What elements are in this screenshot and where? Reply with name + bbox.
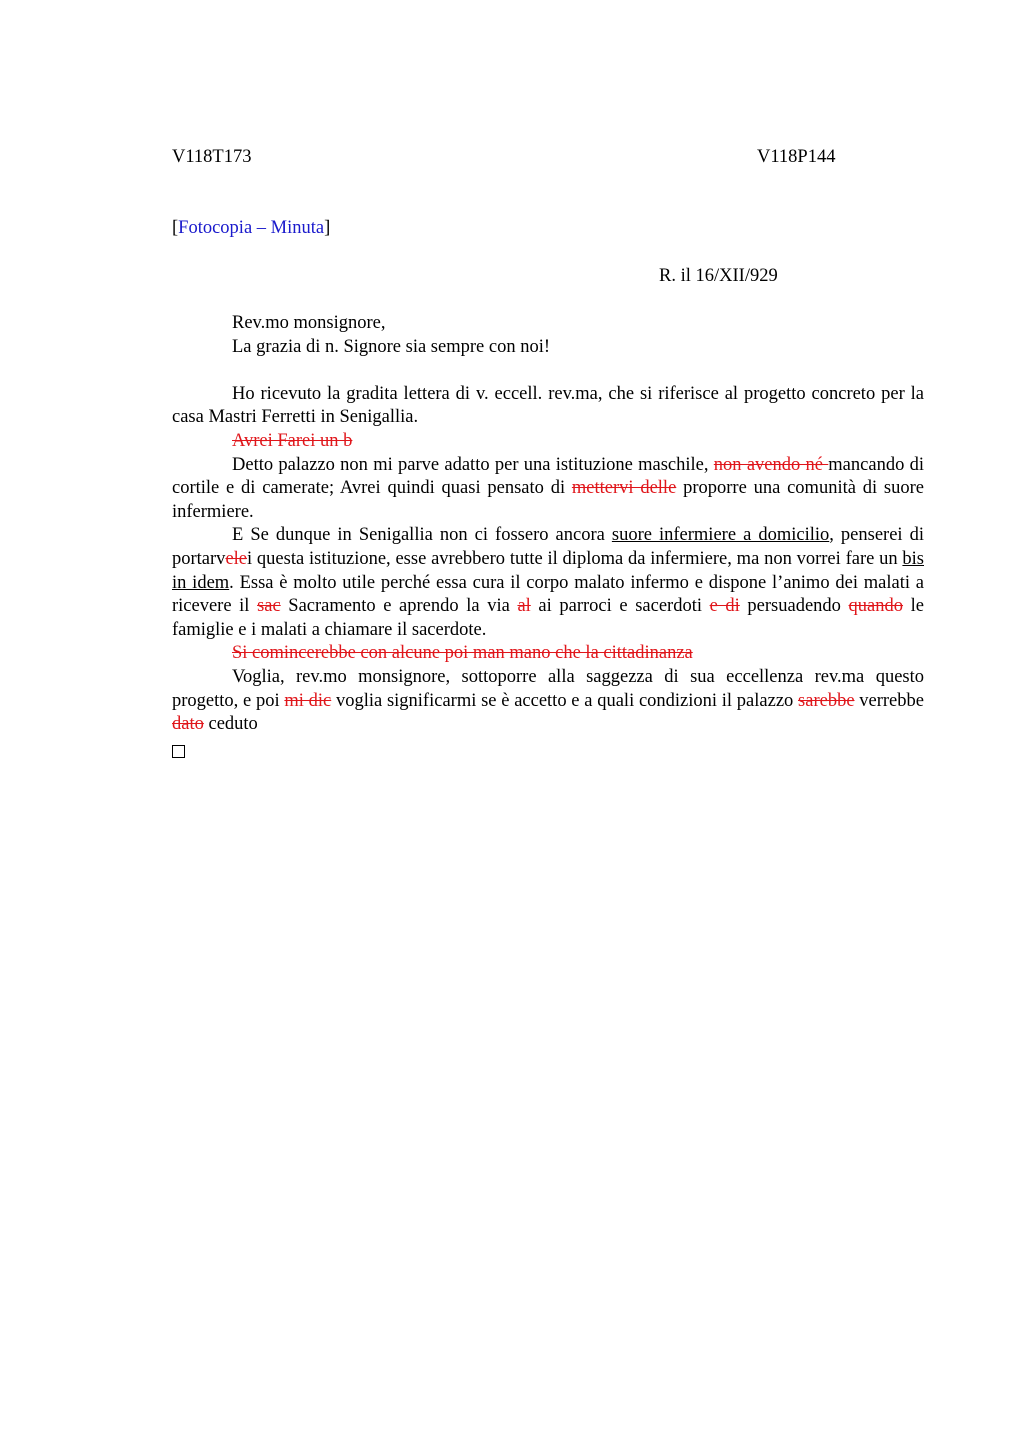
deleted-text: dato <box>172 714 204 735</box>
deleted-text: sarebbe <box>798 690 855 711</box>
text-run: ai parroci e sacerdoti <box>530 596 710 617</box>
deleted-text: mi dic <box>284 690 332 711</box>
letter-body <box>172 312 924 765</box>
underlined-text: suore infermiere a domicilio <box>611 525 830 546</box>
text-run: Voglia, rev.mo monsignore, sottoporre alla saggezza di sua eccellenza rev.ma questo progetto, e poi <box>172 666 924 711</box>
text-run: E Se dunque in Senigallia non ci fossero ancora <box>232 525 612 546</box>
text-run: verrebbe <box>854 690 924 711</box>
salutation-line-2: La grazia di n. Signore sia sempre con noi! <box>232 336 550 357</box>
document-reference-left: V118T173 <box>172 147 252 167</box>
paragraph-3 <box>172 524 924 642</box>
text-run: mancando di cortile e di camerate; Avrei quindi quasi pensato di <box>172 454 924 499</box>
paragraph-1: Ho ricevuto la gradita lettera di v. eccell. rev.ma, che si riferisce al progetto concreto per la casa Mastri Ferretti in Senigallia. <box>172 383 924 428</box>
deleted-text: ele <box>225 548 247 569</box>
text-run: le famiglie e i malati a chiamare il sacerdote. <box>172 596 924 640</box>
end-marker-line <box>172 737 924 766</box>
source-bracket-open: [ <box>172 218 179 238</box>
text-run: ceduto <box>203 714 258 735</box>
text-run: proporre una comunità di suore infermiere. <box>172 478 924 522</box>
paragraph-2 <box>172 454 924 525</box>
text-run: Detto palazzo non mi parve adatto per una istituzione maschile, <box>232 454 714 475</box>
source-bracket-close: ] <box>324 218 331 238</box>
deleted-text: quando <box>848 596 904 617</box>
deleted-text: mettervi delle <box>571 478 677 499</box>
deleted-text: non avendo né <box>713 454 829 475</box>
paragraph-4 <box>172 666 924 737</box>
paragraph-gap <box>172 359 924 383</box>
empty-box-icon <box>172 745 185 758</box>
deleted-text: Avrei Farei un b <box>232 430 353 451</box>
text-run: Sacramento e aprendo la via <box>280 596 518 617</box>
deleted-text: e di <box>709 596 740 617</box>
letter-date: R. il 16/XII/929 <box>659 266 778 286</box>
source-label: Fotocopia – Minuta <box>178 218 325 238</box>
text-run: voglia significarmi se è accetto e a quali condizioni il palazzo <box>331 690 799 711</box>
text-run: , penserei di portarv <box>172 525 924 569</box>
struck-line-2 <box>172 642 924 666</box>
underlined-text: bis in idem <box>172 548 924 593</box>
deleted-text: Si comincerebbe con alcune poi man mano che la cittadinanza <box>232 643 693 664</box>
text-run: persuadendo <box>739 596 849 617</box>
source-note <box>172 218 330 239</box>
document-reference-right: V118P144 <box>757 147 836 167</box>
deleted-text: sac <box>257 596 281 617</box>
salutation-line-1: Rev.mo monsignore, <box>232 313 386 333</box>
text-run: . Essa è molto utile perché essa cura il corpo malato infermo e dispone l’animo dei malati a ricevere il <box>172 572 924 617</box>
deleted-text: al <box>517 596 531 617</box>
struck-line-1 <box>172 430 924 454</box>
text-run: i questa istituzione, esse avrebbero tutte il diploma da infermiere, ma non vorrei fare un <box>247 548 903 569</box>
